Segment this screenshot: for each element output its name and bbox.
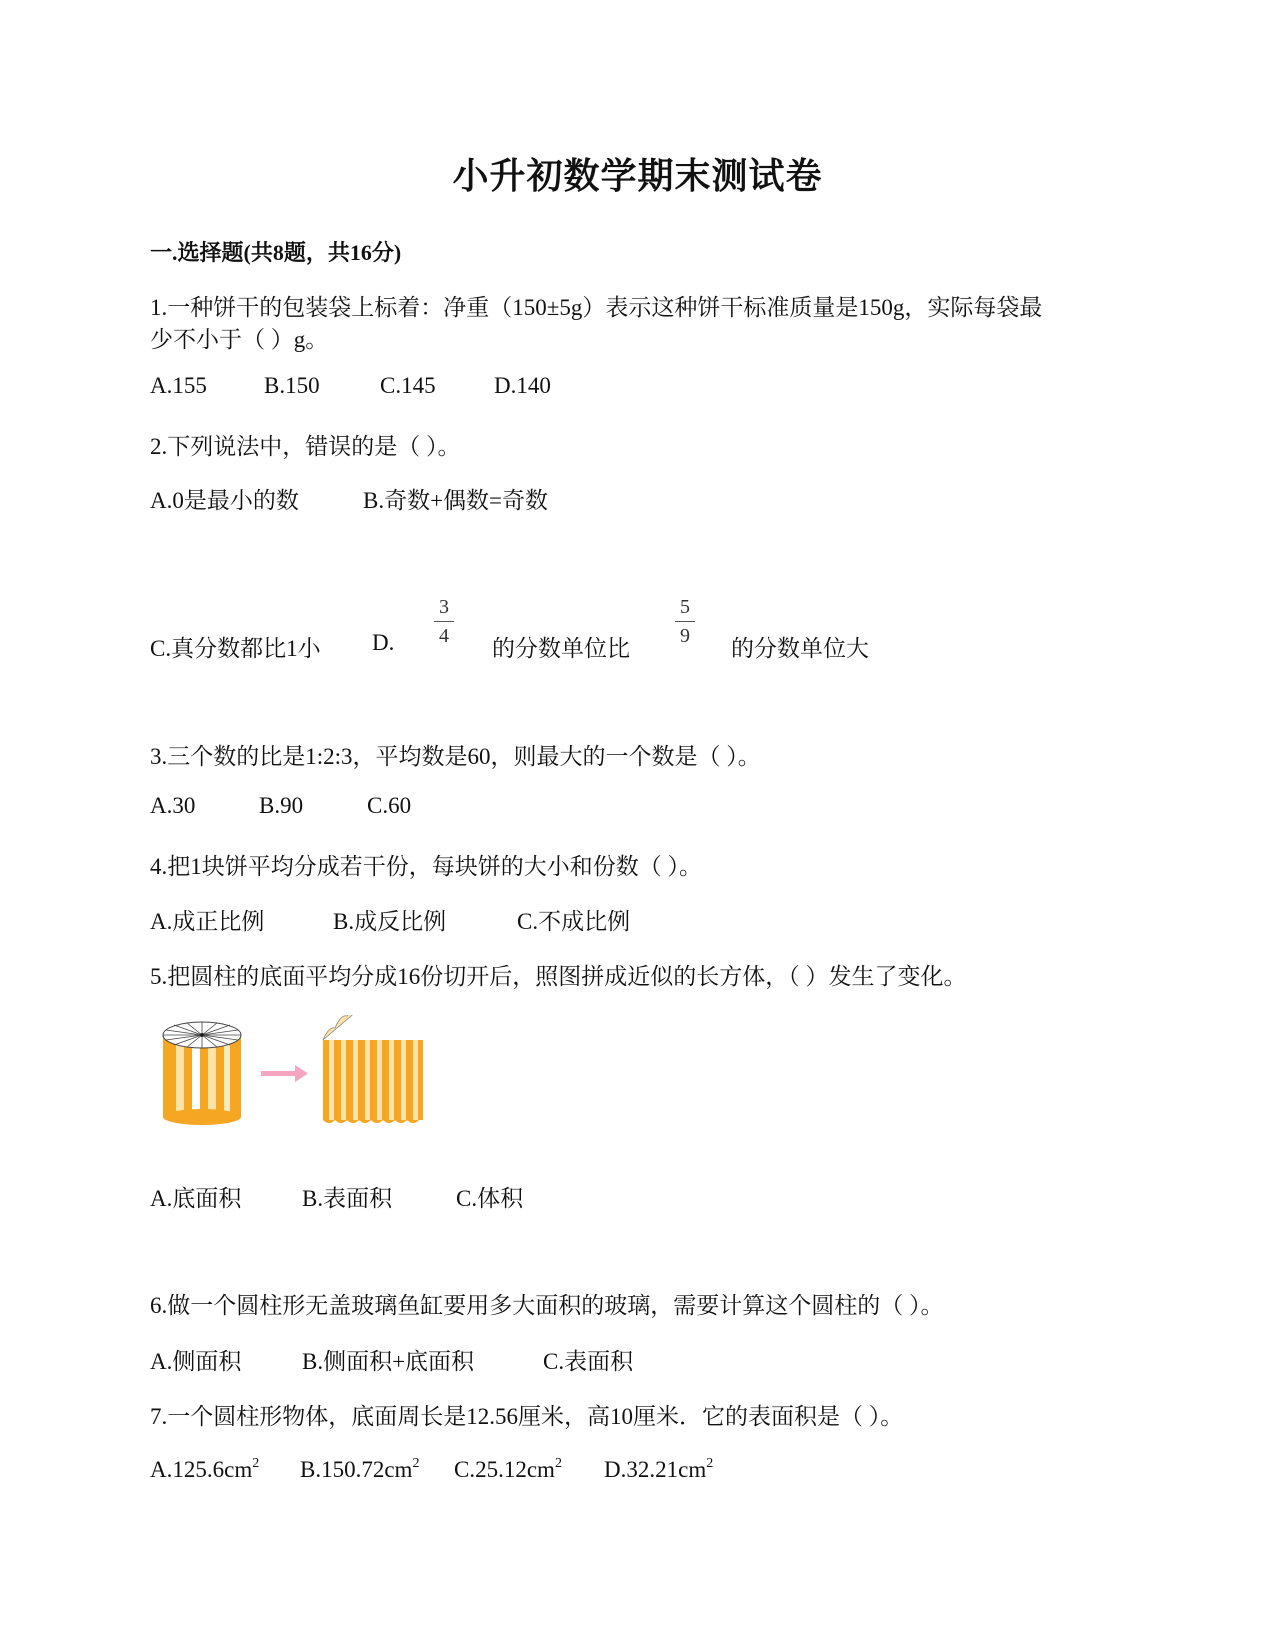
- question-1-option-a[interactable]: A.155: [150, 373, 207, 398]
- page-title: 小升初数学期末测试卷: [452, 156, 823, 196]
- question-2-option-a[interactable]: A.0是最小的数: [150, 488, 299, 513]
- question-2-option-d[interactable]: D.: [372, 630, 395, 655]
- question-5-option-a[interactable]: A.底面积: [150, 1186, 242, 1211]
- question-7-option-d[interactable]: [604, 1457, 713, 1483]
- question-4-stem: 4.把1块饼平均分成若干份，每块饼的大小和份数（ ）。: [150, 854, 702, 879]
- question-2-option-b[interactable]: B.奇数+偶数=奇数: [363, 488, 549, 513]
- fraction-three-fourths: [432, 594, 456, 649]
- question-3-stem: 3.三个数的比是1:2:3，平均数是60，则最大的一个数是（ ）。: [150, 744, 761, 769]
- section-heading: 一.选择题(共8题，共16分): [150, 240, 402, 265]
- option-text: C.25.12cm: [454, 1457, 555, 1482]
- option-text: D.32.21cm: [604, 1457, 707, 1482]
- question-2-option-c[interactable]: C.真分数都比1小: [150, 636, 321, 661]
- cuboid-illustration: [323, 1015, 423, 1123]
- fraction-denominator: 4: [439, 625, 449, 647]
- question-5-stem: 5.把圆柱的底面平均分成16份切开后，照图拼成近似的长方体，（ ）发生了变化。: [150, 964, 967, 989]
- question-1-stem-line1: 1.一种饼干的包装袋上标着：净重（150±5g）表示这种饼干标准质量是150g，实际每袋最: [150, 295, 1043, 320]
- question-2-stem: 2.下列说法中，错误的是（ ）。: [150, 434, 461, 459]
- option-text: B.150.72cm: [300, 1457, 413, 1482]
- question-4-option-a[interactable]: A.成正比例: [150, 909, 265, 934]
- question-5-option-c[interactable]: C.体积: [456, 1186, 524, 1211]
- question-7-stem: 7.一个圆柱形物体，底面周长是12.56厘米，高10厘米．它的表面积是（ ）。: [150, 1404, 904, 1429]
- question-7-option-a[interactable]: [150, 1457, 259, 1483]
- unit-exponent: 2: [252, 1456, 260, 1471]
- question-1-stem-line2: 少不小于（ ）g。: [150, 327, 329, 352]
- question-7-option-b[interactable]: [300, 1457, 419, 1483]
- cylinder-illustration: [163, 1022, 241, 1125]
- question-1-option-b[interactable]: B.150: [264, 373, 320, 398]
- question-6-option-b[interactable]: B.侧面积+底面积: [302, 1349, 475, 1374]
- question-3-option-a[interactable]: A.30: [150, 793, 196, 818]
- unit-exponent: 2: [554, 1456, 562, 1471]
- question-6-stem: 6.做一个圆柱形无盖玻璃鱼缸要用多大面积的玻璃，需要计算这个圆柱的（ ）。: [150, 1293, 944, 1318]
- fraction-numerator: 5: [680, 596, 690, 618]
- fraction-numerator: 3: [439, 596, 449, 618]
- question-5-option-b[interactable]: B.表面积: [302, 1186, 393, 1211]
- right-arrow-icon: [261, 1065, 308, 1082]
- question-6-option-a[interactable]: A.侧面积: [150, 1349, 242, 1374]
- question-3-option-b[interactable]: B.90: [259, 793, 304, 818]
- unit-exponent: 2: [706, 1456, 714, 1471]
- question-3-option-c[interactable]: C.60: [367, 793, 412, 818]
- question-2-option-d-end: 的分数单位大: [731, 636, 869, 661]
- question-4-option-c[interactable]: C.不成比例: [517, 909, 631, 934]
- question-1-option-c[interactable]: C.145: [380, 373, 436, 398]
- question-2-option-d-middle: 的分数单位比: [492, 636, 630, 661]
- fraction-denominator: 9: [680, 625, 690, 647]
- option-text: A.125.6cm: [150, 1457, 253, 1482]
- question-1-option-d[interactable]: D.140: [494, 373, 551, 398]
- unit-exponent: 2: [412, 1456, 420, 1471]
- fraction-bar: [675, 621, 695, 622]
- question-7-option-c[interactable]: [454, 1457, 562, 1483]
- cylinder-to-cuboid-figure: [158, 1015, 448, 1130]
- fraction-five-ninths: [673, 594, 697, 649]
- question-4-option-b[interactable]: B.成反比例: [333, 909, 447, 934]
- fraction-bar: [434, 621, 454, 622]
- question-6-option-c[interactable]: C.表面积: [543, 1349, 634, 1374]
